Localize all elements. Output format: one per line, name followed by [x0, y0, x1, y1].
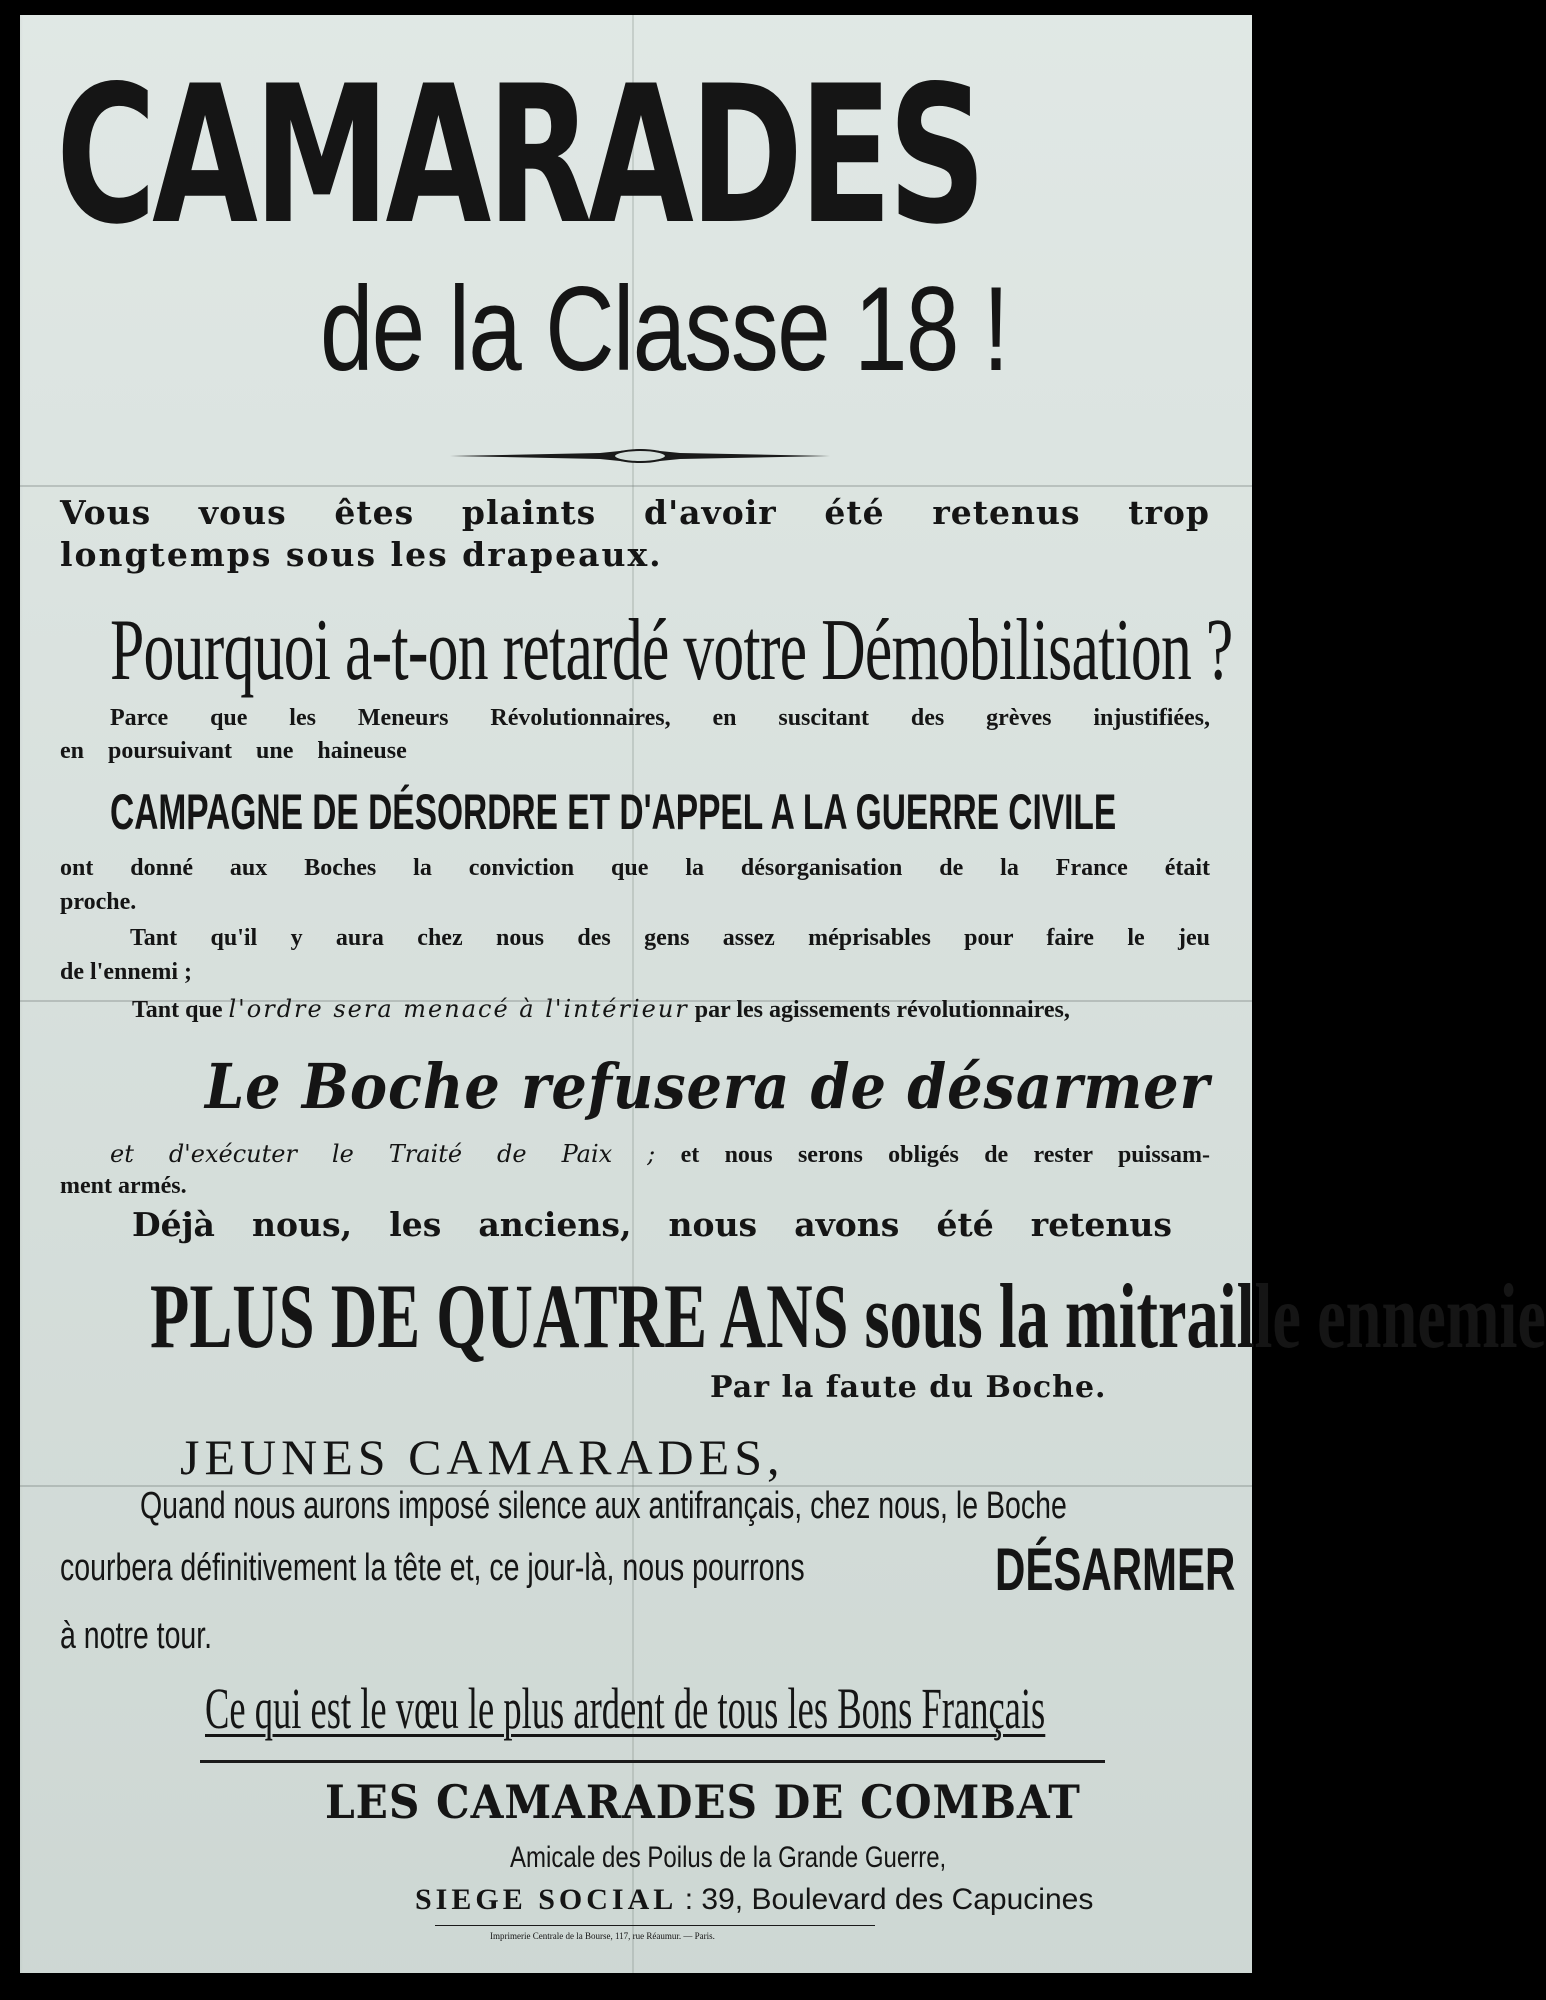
signature-heading: LES CAMARADES DE COMBAT — [325, 1775, 1081, 1829]
jeunes-heading: JEUNES CAMARADES, — [180, 1429, 785, 1485]
par-faute-line: Par la faute du Boche. — [710, 1370, 1107, 1405]
paragraph-line: proche. — [60, 889, 137, 915]
siege-address: : 39, Boulevard des Capucines — [684, 1883, 1094, 1916]
siege-line — [415, 1883, 1093, 1917]
printer-line: Imprimerie Centrale de la Bourse, 117, rue Réaumur. — Paris. — [490, 1931, 715, 1941]
paragraph-line: de l'ennemi ; — [60, 959, 192, 985]
campaign-heading: CAMPAGNE DE DÉSORDRE ET D'APPEL A LA GUERRE CIVILE — [110, 784, 1117, 840]
paragraph-line — [110, 1140, 1210, 1169]
four-years-caps: PLUS DE QUATRE ANS — [150, 1265, 849, 1367]
paragraph-text: et nous serons obligés de rester puissam- — [680, 1142, 1210, 1168]
paragraph-text: Tant que — [132, 997, 223, 1023]
paragraph-text: par les agissements révolutionnaires, — [694, 997, 1070, 1023]
poster-subtitle: de la Classe 18 ! — [320, 262, 1008, 396]
four-years-heading — [150, 1263, 1546, 1369]
quand-line: à notre tour. — [60, 1615, 213, 1657]
poster-sheet — [20, 15, 1546, 1973]
voeu-line: Ce qui est le vœu le plus ardent de tous les Bons Français — [205, 1676, 1046, 1741]
intro-line: Vous vous êtes plaints d'avoir été retenus trop — [60, 493, 1210, 532]
siege-label: SIEGE SOCIAL — [415, 1883, 678, 1916]
paragraph-line: en poursuivant une haineuse — [60, 738, 407, 764]
paragraph-italic: l'ordre sera menacé à l'intérieur — [228, 995, 689, 1023]
printer-rule — [435, 1925, 875, 1926]
poster-title: CAMARADES — [56, 45, 983, 266]
fold-line — [20, 485, 1252, 487]
paragraph-line: Parce que les Meneurs Révolutionnaires, en suscitant des grèves injustifiées, — [110, 705, 1210, 731]
intro-line: longtemps sous les drapeaux. — [60, 535, 663, 574]
four-years-rest: sous la mitraille ennemie — [864, 1265, 1546, 1367]
desarmer-word: DÉSARMER — [995, 1536, 1236, 1603]
ornament-divider — [450, 445, 830, 467]
divider-rule — [200, 1760, 1105, 1763]
boche-refuse-heading: Le Boche refusera de désarmer — [205, 1050, 1210, 1123]
paragraph-line: Tant qu'il y aura chez nous des gens assez méprisables pour faire le jeu — [130, 925, 1210, 951]
anciens-line: Déjà nous, les anciens, nous avons été retenus — [132, 1205, 1172, 1244]
question-heading: Pourquoi a-t-on retardé votre Démobilisation ? — [110, 602, 1233, 699]
quand-line: Quand nous aurons imposé silence aux antifrançais, chez nous, le Boche — [140, 1485, 1067, 1527]
paragraph-line — [132, 995, 1070, 1024]
paragraph-line: ment armés. — [60, 1173, 187, 1199]
paragraph-line: ont donné aux Boches la conviction que la désorganisation de la France était — [60, 855, 1210, 881]
amicale-line: Amicale des Poilus de la Grande Guerre, — [510, 1841, 947, 1874]
paragraph-italic: et d'exécuter le Traité de Paix ; — [110, 1140, 656, 1168]
quand-text: courbera définitivement la tête et, ce jour-là, nous pourrons — [60, 1547, 805, 1589]
